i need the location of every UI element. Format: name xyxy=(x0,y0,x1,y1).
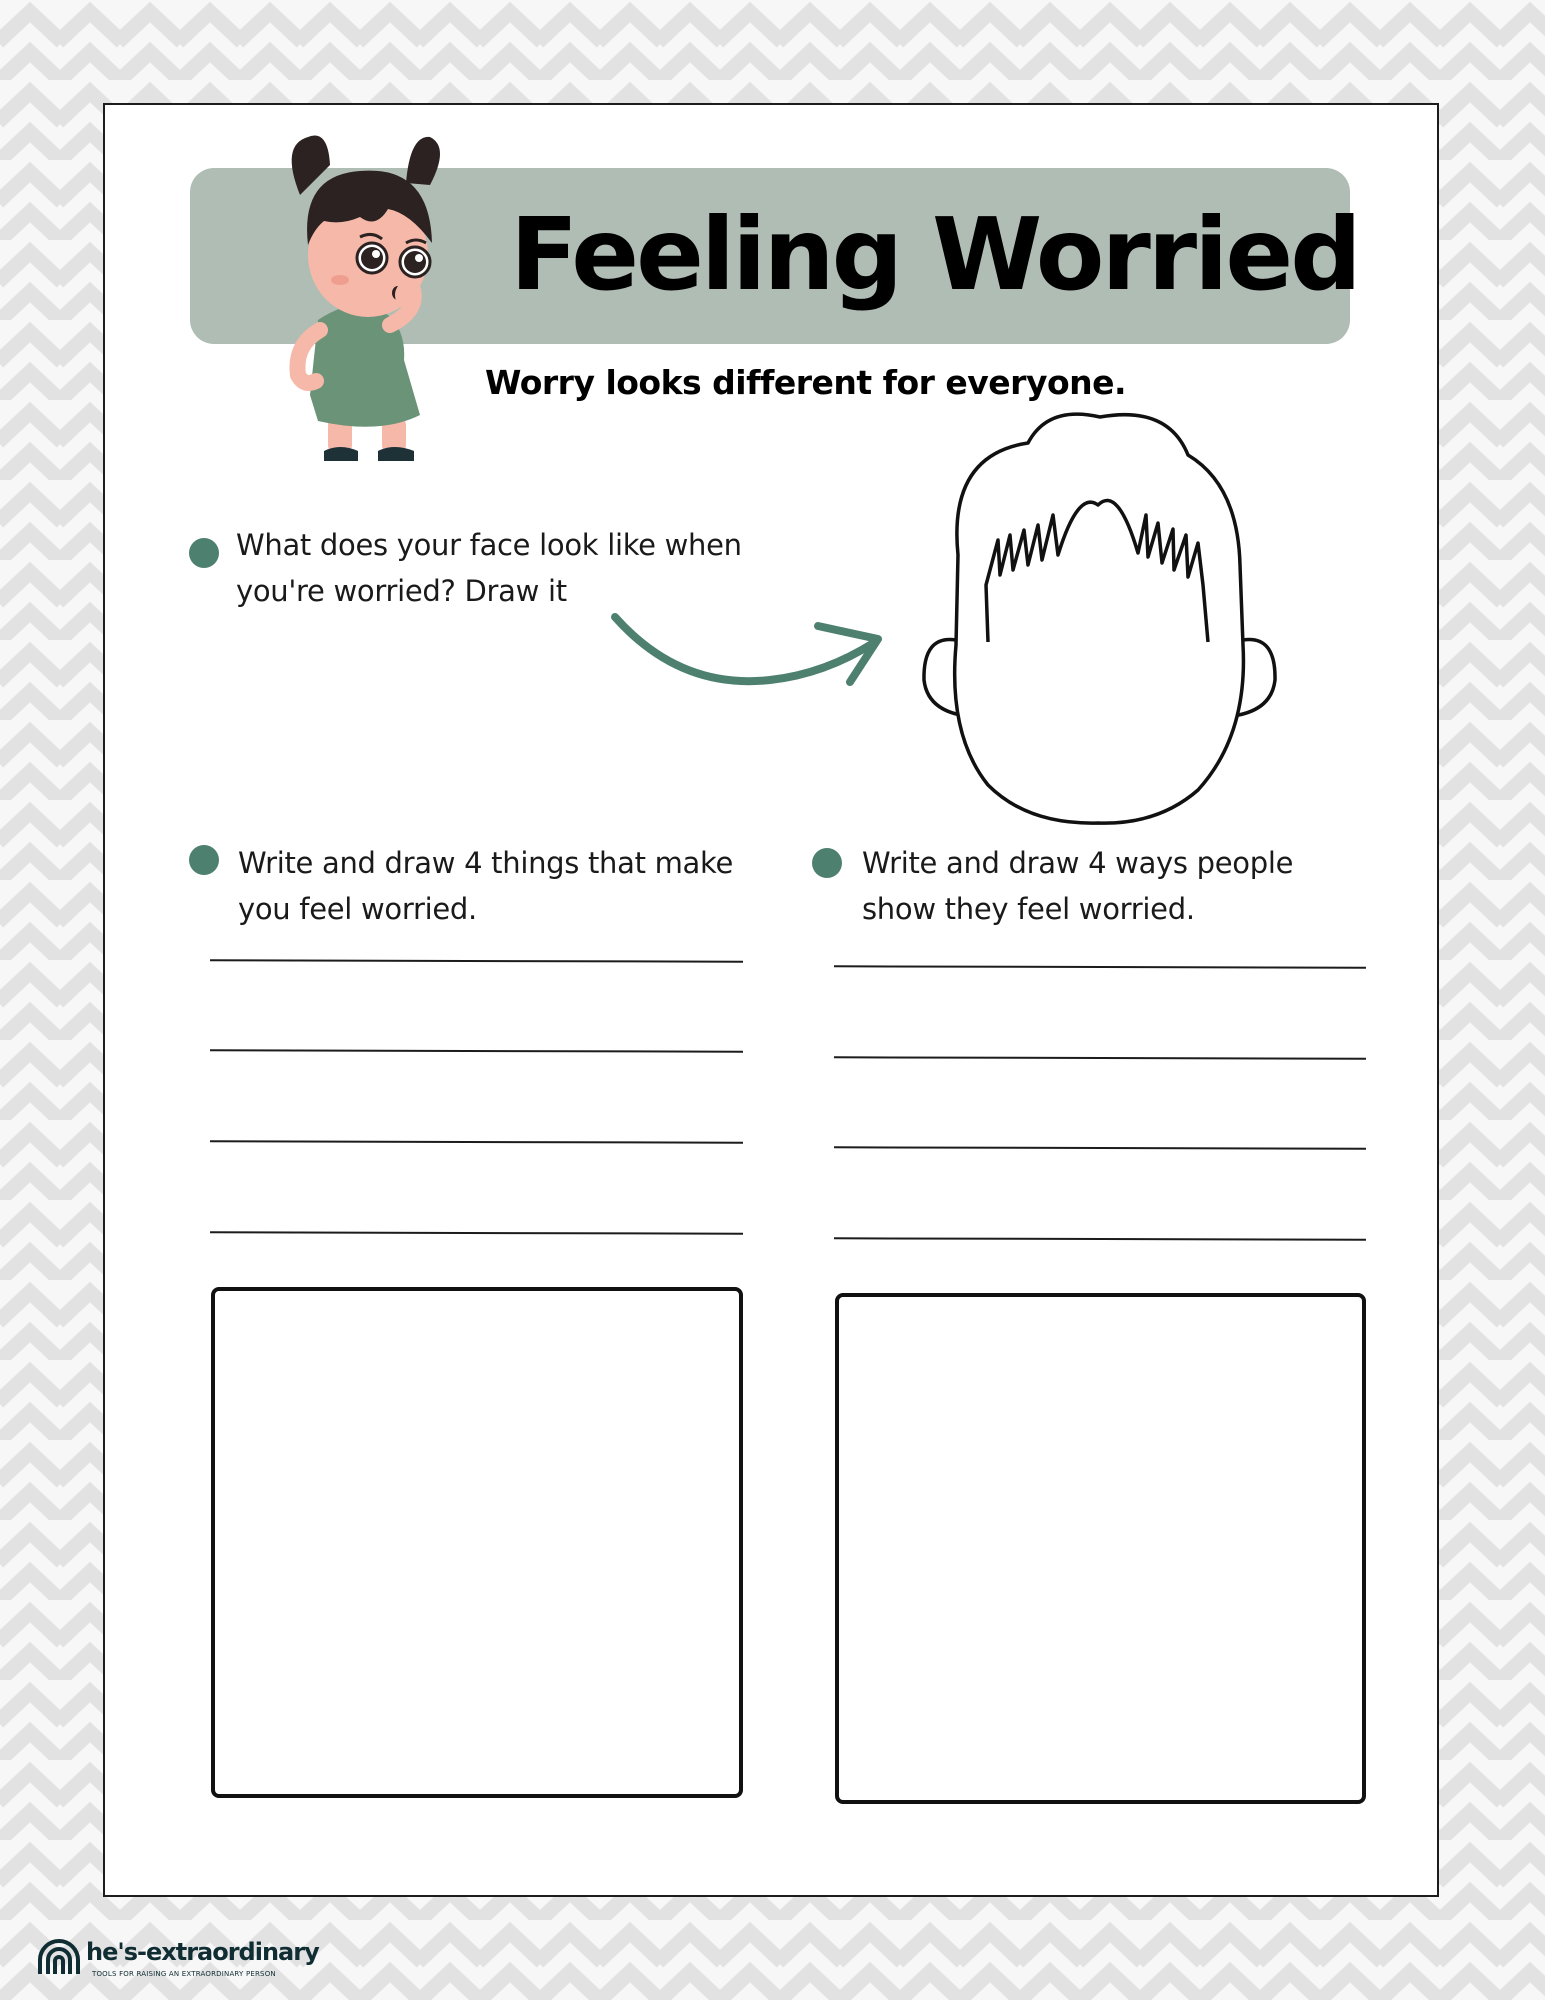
prompt-line: Write and draw 4 things that make xyxy=(238,846,734,880)
bullet-dot xyxy=(189,845,219,875)
page-title: Feeling Worried xyxy=(510,196,1359,313)
curved-arrow-icon xyxy=(600,600,890,700)
bullet-dot xyxy=(812,848,842,878)
prompt-line: What does your face look like when xyxy=(236,528,742,562)
drawing-box-things[interactable] xyxy=(211,1287,743,1798)
prompt-ways-worried xyxy=(862,840,1293,932)
subtitle: Worry looks different for everyone. xyxy=(485,363,1127,402)
drawing-box-ways[interactable] xyxy=(835,1293,1366,1804)
prompt-line: you're worried? Draw it xyxy=(236,574,567,608)
rainbow-arch-logo-icon xyxy=(36,1936,82,1976)
prompt-line: Write and draw 4 ways people xyxy=(862,846,1294,880)
brand-name: he's-extraordinary xyxy=(86,1938,319,1966)
prompt-things-worried xyxy=(238,840,733,932)
blank-face-outline[interactable] xyxy=(918,405,1281,830)
brand-tagline: TOOLS FOR RAISING AN EXTRAORDINARY PERSON xyxy=(92,1970,276,1978)
bullet-dot xyxy=(189,538,219,568)
worried-girl-illustration xyxy=(280,125,480,475)
prompt-line: you feel worried. xyxy=(238,892,477,926)
prompt-line: show they feel worried. xyxy=(862,892,1195,926)
